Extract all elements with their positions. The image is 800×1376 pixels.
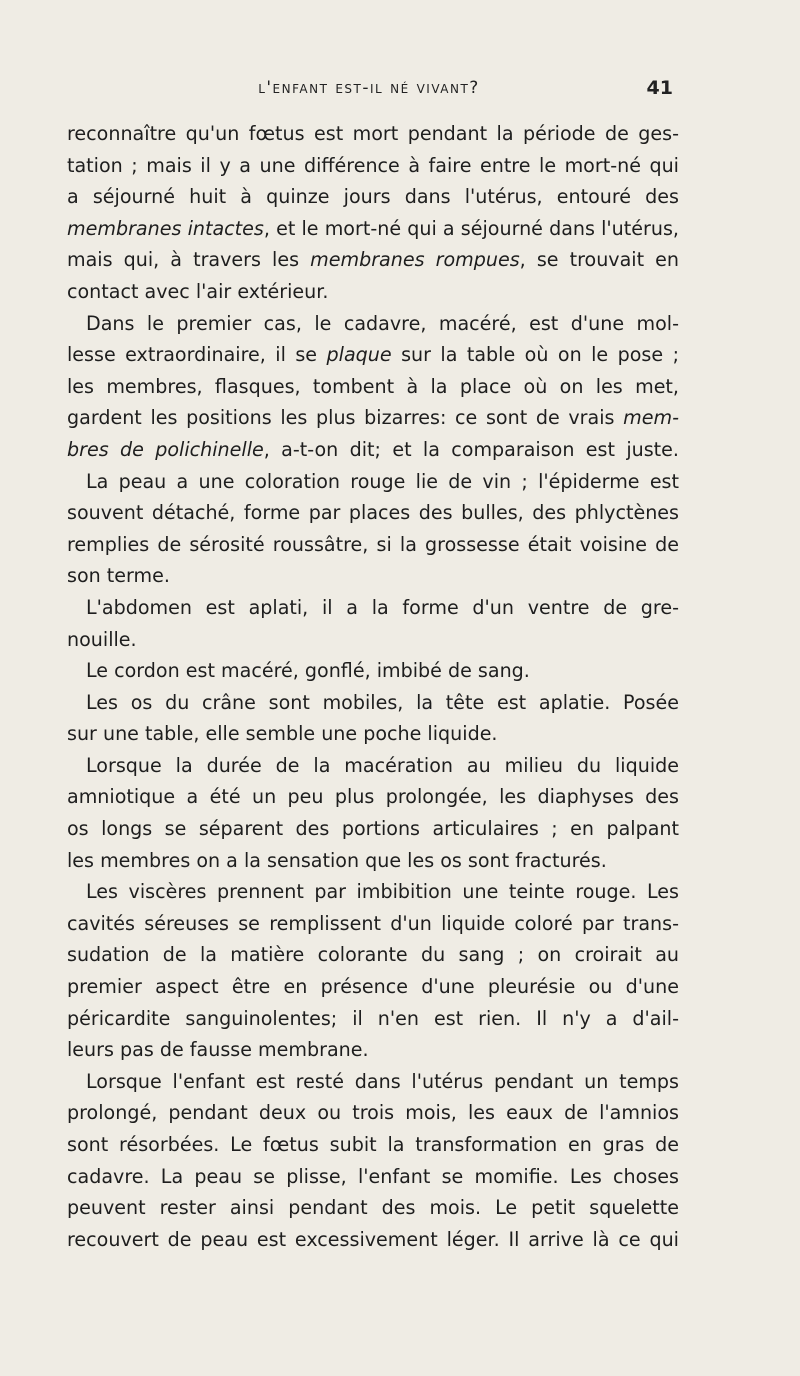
text-line [67,1066,679,1098]
text-line [67,971,679,1003]
text-line [67,402,679,434]
text-line [67,434,679,466]
text-line [67,750,679,782]
text-run: , se trouvait en [519,248,679,272]
text-run: os longs se séparent des portions articulaires ; en palpant [67,817,679,841]
text-line [67,1161,679,1193]
italic-run: membranes rompues [310,248,520,272]
text-line [67,718,679,750]
text-run: sudation de la matière colorante du sang ; on croirait au [67,943,679,967]
text-run: les membres on a la sensation que les os sont fracturés. [67,848,607,872]
text-line [67,213,679,245]
running-title: l'enfant est-il né vivant? [258,78,480,98]
text-line [67,308,679,340]
text-line [67,1034,679,1066]
text-line [67,813,679,845]
text-run: reconnaître qu'un fœtus est mort pendant la période de ges- [67,122,679,145]
text-run: sur une table, elle semble une poche liquide. [67,722,498,746]
text-line [67,244,679,276]
text-line [67,150,679,182]
text-run: leurs pas de fausse membrane. [67,1038,369,1062]
text-line [67,781,679,813]
text-line [67,1003,679,1035]
text-line [67,497,679,529]
text-run: gardent les positions les plus bizarres: ce sont de vrais [67,406,624,430]
page-number: 41 [646,77,673,99]
text-line [67,1224,679,1256]
text-run: sont résorbées. Le fœtus subit la transformation en gras de [67,1133,679,1156]
text-line [67,1192,679,1224]
italic-run: plaque [326,343,392,367]
text-run: les membres, flasques, tombent à la place où on les met, [67,374,679,398]
text-run: sur la table où on le pose ; [391,343,679,367]
text-run: cadavre. La peau se plisse, l'enfant se momifie. Les choses [67,1164,679,1188]
text-line [67,529,679,561]
text-run: son terme. [67,564,170,588]
italic-run: mem- [623,406,679,430]
text-run: souvent détaché, forme par places des bulles, des phlyctènes [67,501,679,525]
text-line [67,118,679,150]
italic-run: membranes intactes [67,216,264,240]
text-line [67,1097,679,1129]
text-run: Lorsque l'enfant est resté dans l'utérus pendant un temps [86,1069,679,1093]
text-run: Les viscères prennent par imbibition une teinte rouge. Les [86,880,679,904]
text-line [67,560,679,592]
text-line [67,908,679,940]
text-line [67,371,679,403]
text-run: premier aspect être en présence d'une pleurésie ou d'une [67,975,679,999]
text-line [67,655,679,687]
italic-run: bres de polichinelle [67,437,264,461]
text-run: , et le mort-né qui a séjourné dans l'utérus, [263,216,679,240]
text-run: Lorsque la durée de la macération au milieu du liquide [86,753,679,777]
text-line [67,845,679,877]
running-head [67,78,671,106]
text-run: amniotique a été un peu plus prolongée, les diaphyses des [67,785,679,809]
text-run: recouvert de peau est excessivement léger. Il arrive là ce qui [67,1227,679,1251]
text-line [67,592,679,624]
text-run: Dans le premier cas, le cadavre, macéré, est d'une mol- [86,311,679,335]
text-run: cavités séreuses se remplissent d'un liquide coloré par trans- [67,911,679,935]
text-run: prolongé, pendant deux ou trois mois, les eaux de l'amnios [67,1101,679,1125]
text-run: nouille. [67,627,137,651]
text-line [67,181,679,213]
text-run: peuvent rester ainsi pendant des mois. Le petit squelette [67,1196,679,1220]
text-line [67,339,679,371]
text-run: Les os du crâne sont mobiles, la tête est aplatie. Posée [86,690,679,714]
text-run: péricardite sanguinolentes; il n'en est rien. Il n'y a d'ail- [67,1006,679,1030]
body-text [67,118,679,1255]
text-run: contact avec l'air extérieur. [67,279,329,303]
text-line [67,276,679,308]
text-line [67,1129,679,1161]
text-line [67,876,679,908]
text-run: a séjourné huit à quinze jours dans l'utérus, entouré des [67,185,679,209]
text-run: mais qui, à travers les [67,248,311,272]
text-line [67,687,679,719]
text-run: lesse extraordinaire, il se [67,343,327,367]
text-line [67,466,679,498]
text-run: La peau a une coloration rouge lie de vin ; l'épiderme est [86,469,679,493]
text-line [67,939,679,971]
text-line [67,624,679,656]
text-run: L'abdomen est aplati, il a la forme d'un ventre de gre- [86,595,679,619]
text-run: remplies de sérosité roussâtre, si la grossesse était voisine de [67,532,679,556]
text-run: , a-t-on dit; et la comparaison est juste. [263,437,679,461]
text-run: Le cordon est macéré, gonflé, imbibé de sang. [86,659,530,683]
text-run: tation ; mais il y a une différence à faire entre le mort-né qui [67,153,679,177]
